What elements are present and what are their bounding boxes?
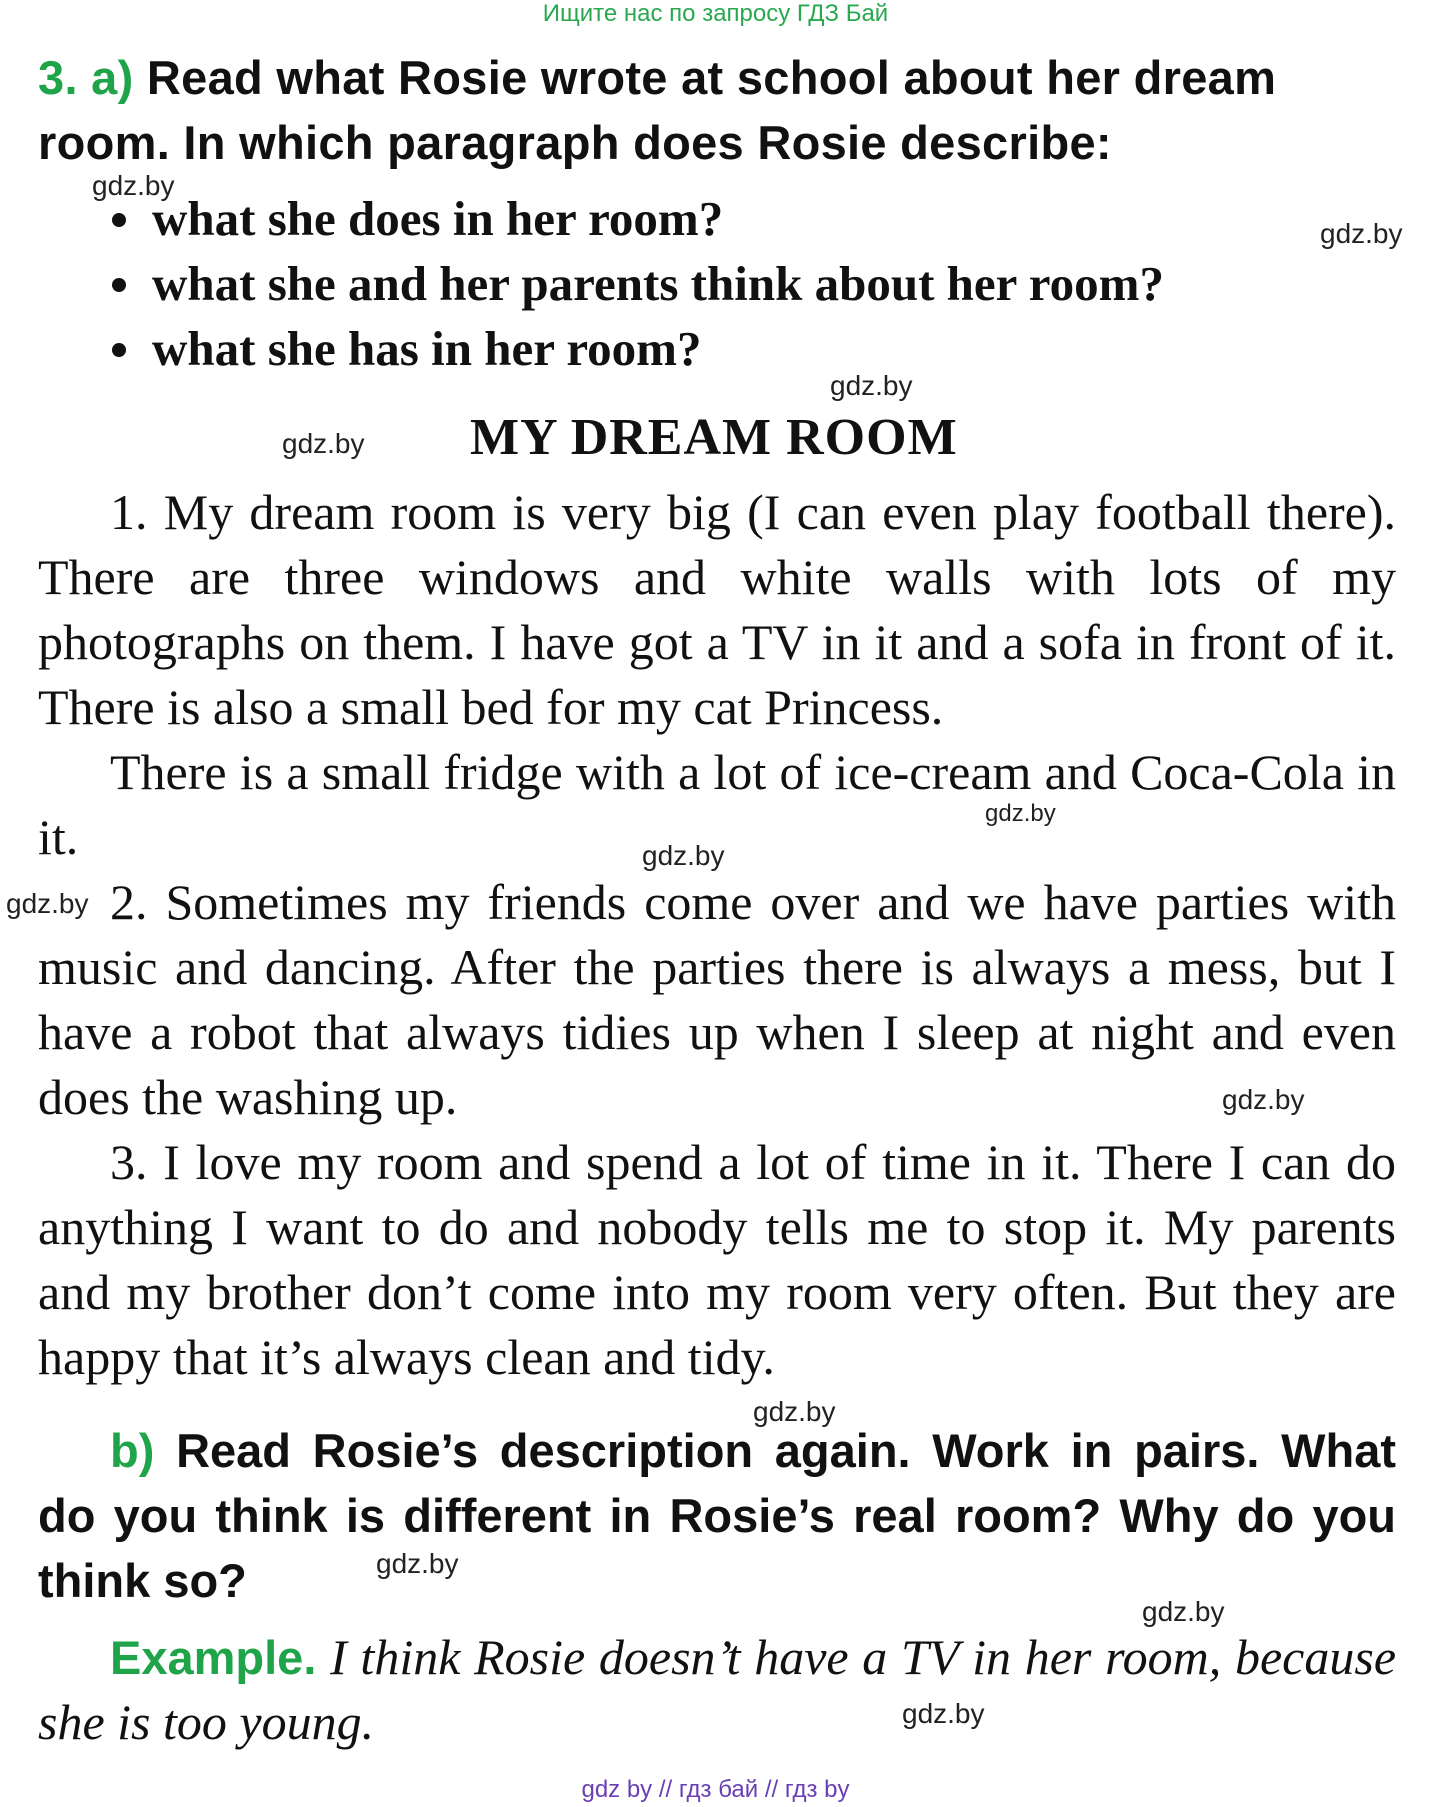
bullet-text: what she does in her room? [152,191,724,246]
paragraph-1 [38,480,1396,740]
watermark: gdz.by [92,170,175,201]
paragraph-number: 3. [110,1134,148,1190]
bullet-text: what she and her parents think about her room? [152,256,1164,311]
watermark: gdz.by [642,840,725,871]
bullet-icon [112,343,126,357]
example-text: I think Rosie doesn’t have a TV in her room, because she is too young. [38,1629,1397,1750]
paragraph-2 [38,870,1396,1130]
watermark: gdz.by [376,1548,459,1579]
watermark: gdz.by [1320,218,1403,249]
example [38,1625,1396,1755]
top-banner: Ищите нас по запросу ГДЗ Бай [542,0,889,27]
bullet-item [112,190,723,247]
example-label: Example. [110,1631,317,1684]
task-instruction-2: room. In which paragraph does Rosie describe: [38,116,1112,169]
paragraph-number: 2. [110,874,148,930]
watermark: gdz.by [1142,1596,1225,1627]
part-b-label: b) [110,1424,155,1477]
bottom-banner: gdz by // гдз бай // гдз by [581,1776,850,1803]
watermark: gdz.by [282,428,365,459]
watermark: gdz.by [985,800,1056,827]
task-line-1 [38,50,1276,105]
watermark: gdz.by [830,370,913,401]
task-part-a-label: a) [91,51,134,104]
paragraph-body: I love my room and spend a lot of time in it. There I can do anything I want to do and nobody tells me to stop it. My parents and my brother don’t come into my room very often. But they are happy that it’s always clean and tidy. [38,1134,1397,1385]
watermark: gdz.by [1222,1084,1305,1115]
watermark: gdz.by [6,888,89,919]
paragraph-number: 1. [110,484,148,540]
watermark: gdz.by [753,1396,836,1427]
text-title: MY DREAM ROOM [470,409,958,466]
task-instruction-1: Read what Rosie wrote at school about her dream [146,51,1277,104]
part-b-text: Read Rosie’s description again. Work in pairs. What do you think is different in Rosie’s real room? Why do you think so? [38,1424,1397,1607]
bullet-item [112,255,1164,312]
paragraph-3 [38,1130,1396,1390]
paragraph-body: Sometimes my friends come over and we have parties with music and dancing. After the parties there is always a mess, but I have a robot that always tidies up when I sleep at night and even does the washing up. [38,874,1396,1125]
paragraph-body: My dream room is very big (I can even play football there). There are three windows and white walls with lots of my photographs on them. I have got a TV in it and a sofa in front of it. There is also a small bed for my cat Princess. [38,484,1397,735]
paragraph-1-continuation: There is a small fridge with a lot of ice-cream and Coca-Cola in it. [38,744,1396,865]
bullet-text: what she has in her room? [152,321,702,376]
part-b-instruction [38,1418,1396,1613]
task-number: 3. [38,51,78,104]
bullet-icon [112,278,126,292]
bullet-item [112,320,702,377]
watermark: gdz.by [902,1698,985,1729]
bullet-icon [112,213,126,227]
